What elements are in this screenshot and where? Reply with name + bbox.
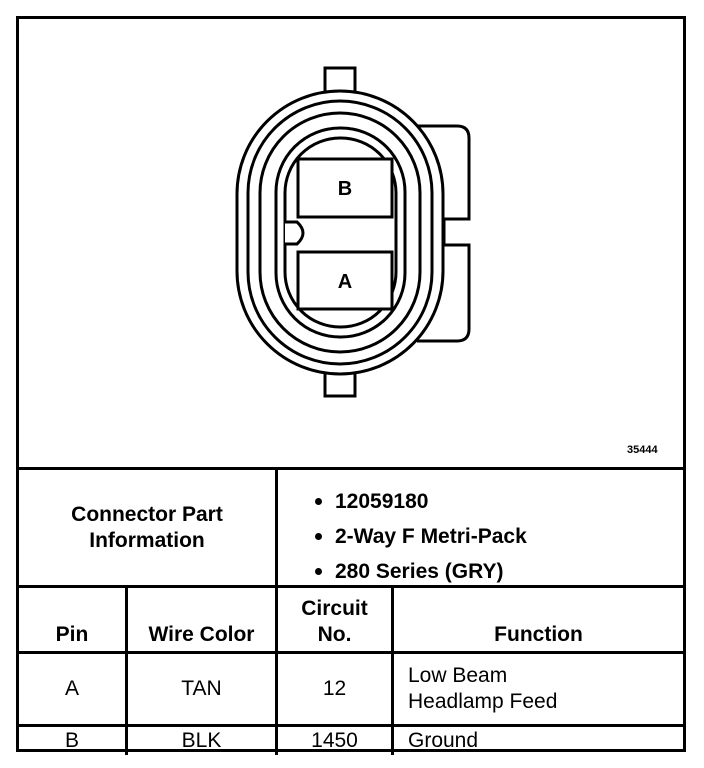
part-info-item	[315, 519, 527, 554]
part-info-label-line1: Connector Part	[71, 502, 223, 526]
bullet-icon	[315, 568, 322, 575]
row-b-wire-color: BLK	[181, 729, 222, 752]
connector-face-diagram	[19, 19, 683, 467]
bullet-icon	[315, 498, 322, 505]
row-b-circuit: 1450	[311, 729, 358, 752]
part-info-list	[315, 484, 527, 589]
header-function: Function	[494, 623, 583, 646]
connector-series: 280 Series (GRY)	[335, 560, 504, 583]
part-info-item	[315, 554, 527, 589]
header-circuit-no	[278, 593, 391, 651]
part-info-label	[19, 470, 275, 585]
divider-col-circuit	[391, 585, 394, 755]
header-circuit-line1: Circuit	[301, 597, 368, 620]
row-a-pin: A	[64, 677, 79, 700]
row-b-pin: B	[64, 729, 79, 752]
row-a-circuit: 12	[322, 677, 347, 700]
row-a-function-line1: Low Beam	[408, 664, 508, 687]
pin-b-label: B	[337, 178, 353, 200]
key-notch	[285, 222, 303, 244]
bullet-icon	[315, 533, 322, 540]
row-a-function	[408, 663, 557, 715]
part-info-item	[315, 484, 527, 519]
top-latch-tab	[325, 68, 355, 92]
pin-a-label: A	[337, 271, 353, 293]
connector-type: 2-Way F Metri-Pack	[335, 525, 527, 548]
header-wire-color: Wire Color	[148, 623, 255, 646]
connector-sheet	[16, 16, 686, 752]
part-number: 12059180	[335, 490, 429, 513]
header-pin: Pin	[55, 623, 89, 646]
row-b-function: Ground	[408, 729, 479, 752]
divider-part-info-vertical	[275, 467, 278, 585]
header-circuit-line2: No.	[317, 623, 352, 646]
connector-shell-outer	[237, 91, 443, 374]
part-info-label-line2: Information	[89, 528, 205, 552]
row-a-function-line2: Headlamp Feed	[408, 690, 558, 713]
row-a-wire-color: TAN	[181, 677, 222, 700]
figure-id: 35444	[627, 444, 658, 456]
